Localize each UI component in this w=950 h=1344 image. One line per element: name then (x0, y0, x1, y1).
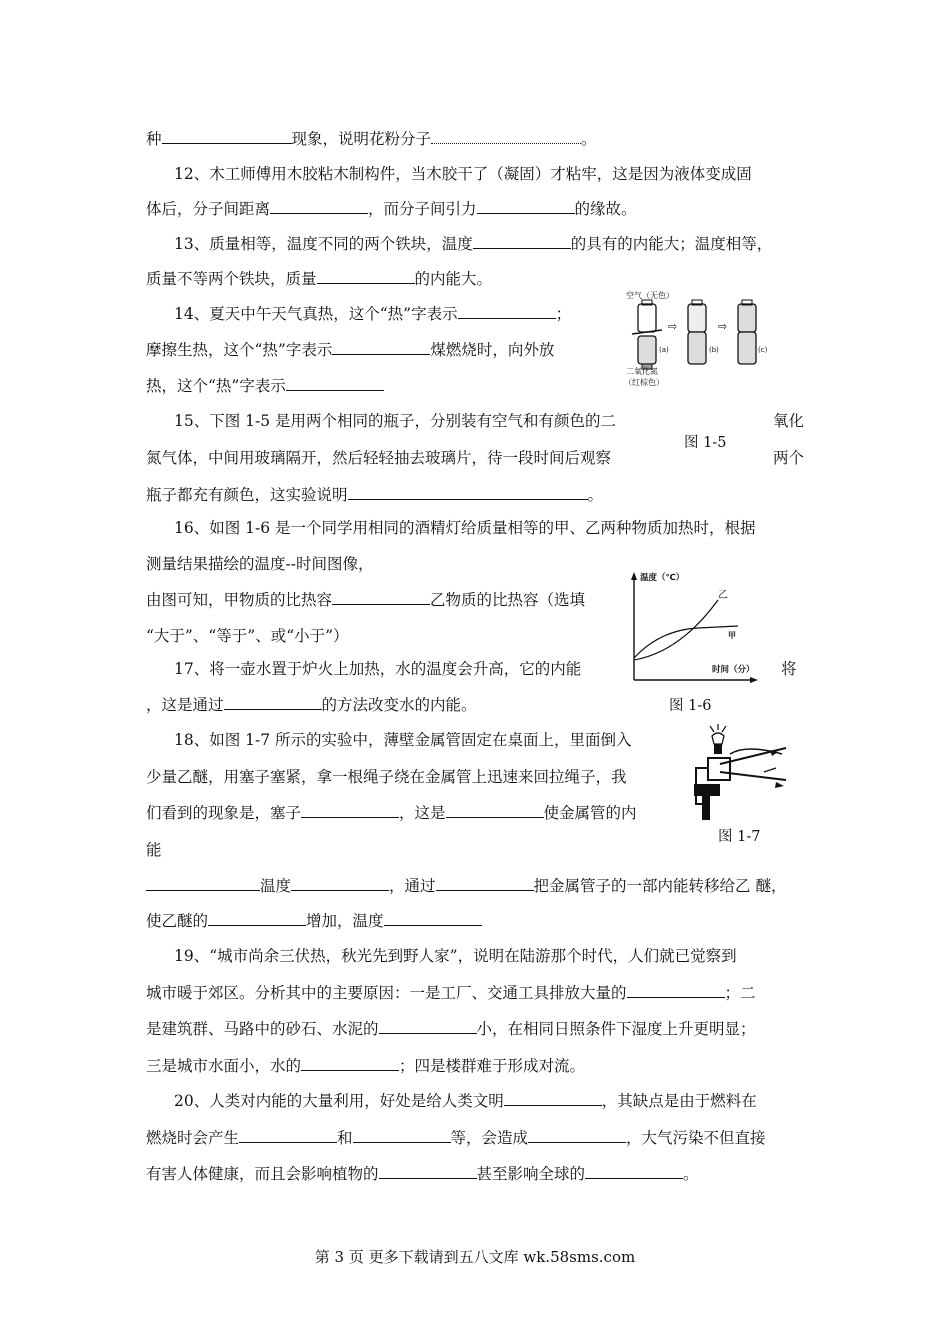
question-20-line-1: 20、人类对内能的大量利用，好处是给人类文明 ，其缺点是由于燃料在 (174, 1092, 757, 1110)
label-c: (c) (758, 346, 768, 354)
answer-blank[interactable] (458, 304, 556, 319)
answer-blank[interactable] (332, 590, 430, 605)
question-16-line-4: “大于”、“等于”、或“小于”） (146, 627, 349, 645)
answer-blank[interactable] (384, 911, 482, 926)
answer-blank[interactable] (504, 1091, 602, 1106)
series-jia-line (634, 626, 738, 658)
figure-1-6-temperature-time-graph (620, 568, 760, 686)
figure-1-5-diffusion-bottles (624, 288, 774, 388)
label-air: 空气（无色） (626, 291, 674, 300)
question-12-line-2: 体后，分子间距离 ，而分子间引力 的缘故。 (146, 200, 637, 218)
question-12-line-1: 12、木工师傅用木胶粘木制构件，当木胶干了（凝固）才粘牢，这是因为液体变成固 (174, 165, 752, 183)
answer-blank[interactable] (301, 803, 399, 818)
answer-blank[interactable] (146, 876, 260, 891)
question-20-line-2: 燃烧时会产生 和 等，会造成 ，大气污染不但直接 (146, 1129, 766, 1147)
answer-blank[interactable] (301, 1056, 399, 1071)
label-red-brown: （红棕色） (624, 378, 664, 387)
answer-blank[interactable] (446, 803, 544, 818)
answer-blank[interactable] (239, 1128, 337, 1143)
answer-blank[interactable] (477, 199, 575, 214)
question-18-line-2: 少量乙醚，用塞子塞紧，拿一根绳子绕在金属管上迅速来回拉绳子，我 (146, 768, 627, 786)
figure-1-7-metal-tube-experiment (686, 724, 790, 828)
question-15-line-1: 15、下图 1-5 是用两个相同的瓶子，分别装有空气和有颜色的二 (174, 412, 617, 430)
label-no2: 二氧化氮 (626, 367, 658, 376)
series-yi-line (634, 600, 718, 660)
question-14-line-2: 摩擦生热，这个“热”字表示 煤燃烧时，向外放 (146, 341, 555, 359)
page-footer: 第 3 页 更多下载请到五八文库 wk.58sms.com (314, 1248, 636, 1266)
answer-blank[interactable] (270, 199, 368, 214)
x-axis-label: 时间（分） (712, 665, 755, 675)
question-15-line-2: 氮气体，中间用玻璃隔开，然后轻轻抽去玻璃片，待一段时间后观察 (146, 449, 612, 467)
series-yi-label: 乙 (718, 590, 728, 601)
answer-blank[interactable] (348, 485, 588, 500)
figure-1-6-caption: 图 1-6 (669, 698, 712, 714)
question-16-line-1: 16、如图 1-6 是一个同学用相同的酒精灯给质量相等的甲、乙两种物质加热时，根据 (174, 519, 756, 537)
answer-blank[interactable] (379, 1019, 477, 1034)
question-18-line-6: 使乙醚的 增加，温度 (146, 911, 482, 931)
question-19-line-4: 三是城市水面小，水的 ；四是楼群难于形成对流。 (146, 1057, 586, 1075)
question-18-line-5: 温度 ，通过 把金属管子的一部内能转移给乙 醚， (146, 876, 786, 896)
question-16-line-3: 由图可知，甲物质的比热容 乙物质的比热容（选填 (146, 591, 586, 609)
question-13-line-1: 13、质量相等，温度不同的两个铁块，温度 的具有的内能大；温度相等， (174, 235, 773, 253)
series-jia-label: 甲 (728, 631, 736, 640)
question-15-line-3: 瓶子都充有颜色，这实验说明 。 (146, 486, 604, 504)
question-17-line-1: 17、将一壶水置于炉火上加热，水的温度会升高，它的内能 (174, 660, 582, 678)
answer-blank[interactable] (473, 234, 571, 249)
question-14-line-1: 14、夏天中午天气真热，这个“热”字表示 ； (174, 305, 572, 323)
answer-blank[interactable] (291, 876, 389, 891)
question-17-line-1-end: 将 (781, 660, 797, 678)
question-19-line-1: 19、“城市尚余三伏热，秋光先到野人家”，说明在陆游那个时代，人们就已觉察到 (174, 947, 737, 965)
answer-blank[interactable] (162, 129, 292, 144)
answer-blank[interactable] (379, 1164, 477, 1179)
question-18-line-4: 能 (146, 841, 162, 859)
label-a: (a) (659, 346, 669, 354)
question-15-line-1-end: 氧化 (773, 412, 805, 430)
question-18-line-3: 们看到的现象是，塞子 ，这是 使金属管的内 (146, 804, 637, 822)
question-20-line-3: 有害人体健康，而且会影响植物的 甚至影响全球的 。 (146, 1165, 699, 1183)
answer-blank[interactable] (286, 376, 384, 391)
answer-blank[interactable] (436, 876, 534, 891)
answer-blank[interactable] (585, 1164, 683, 1179)
label-b: (b) (709, 346, 719, 354)
question-18-line-1: 18、如图 1-7 所示的实验中，薄壁金属管固定在桌面上，里面倒入 (174, 731, 632, 749)
question-15-line-2-end: 两个 (773, 449, 805, 467)
question-11-line: 种 现象，说明花粉分子 。 (146, 130, 597, 148)
y-axis-label: 温度（℃） (640, 573, 685, 583)
question-17-line-2: ，这是通过 的方法改变水的内能。 (146, 696, 477, 714)
question-19-line-2: 城市暖于郊区。分析其中的主要原因：一是工厂、交通工具排放大量的 ；二 (146, 984, 756, 1002)
answer-blank[interactable] (431, 129, 581, 144)
answer-blank[interactable] (332, 340, 430, 355)
question-19-line-3: 是建筑群、马路中的砂石、水泥的 小，在相同日照条件下湿度上升更明显； (146, 1020, 756, 1038)
figure-1-5-caption: 图 1-5 (684, 435, 727, 451)
answer-blank[interactable] (353, 1128, 451, 1143)
svg-text:⇨: ⇨ (718, 320, 728, 333)
question-13-line-2: 质量不等两个铁块，质量 的内能大。 (146, 270, 493, 288)
answer-blank[interactable] (317, 269, 415, 284)
figure-1-7-caption: 图 1-7 (718, 829, 761, 845)
answer-blank[interactable] (627, 983, 725, 998)
svg-text:⇨: ⇨ (668, 320, 678, 333)
answer-blank[interactable] (224, 695, 322, 710)
question-16-line-2: 测量结果描绘的温度--时间图像， (146, 555, 374, 573)
answer-blank[interactable] (528, 1128, 626, 1143)
question-14-line-3: 热，这个“热”字表示 (146, 376, 384, 396)
answer-blank[interactable] (208, 911, 306, 926)
